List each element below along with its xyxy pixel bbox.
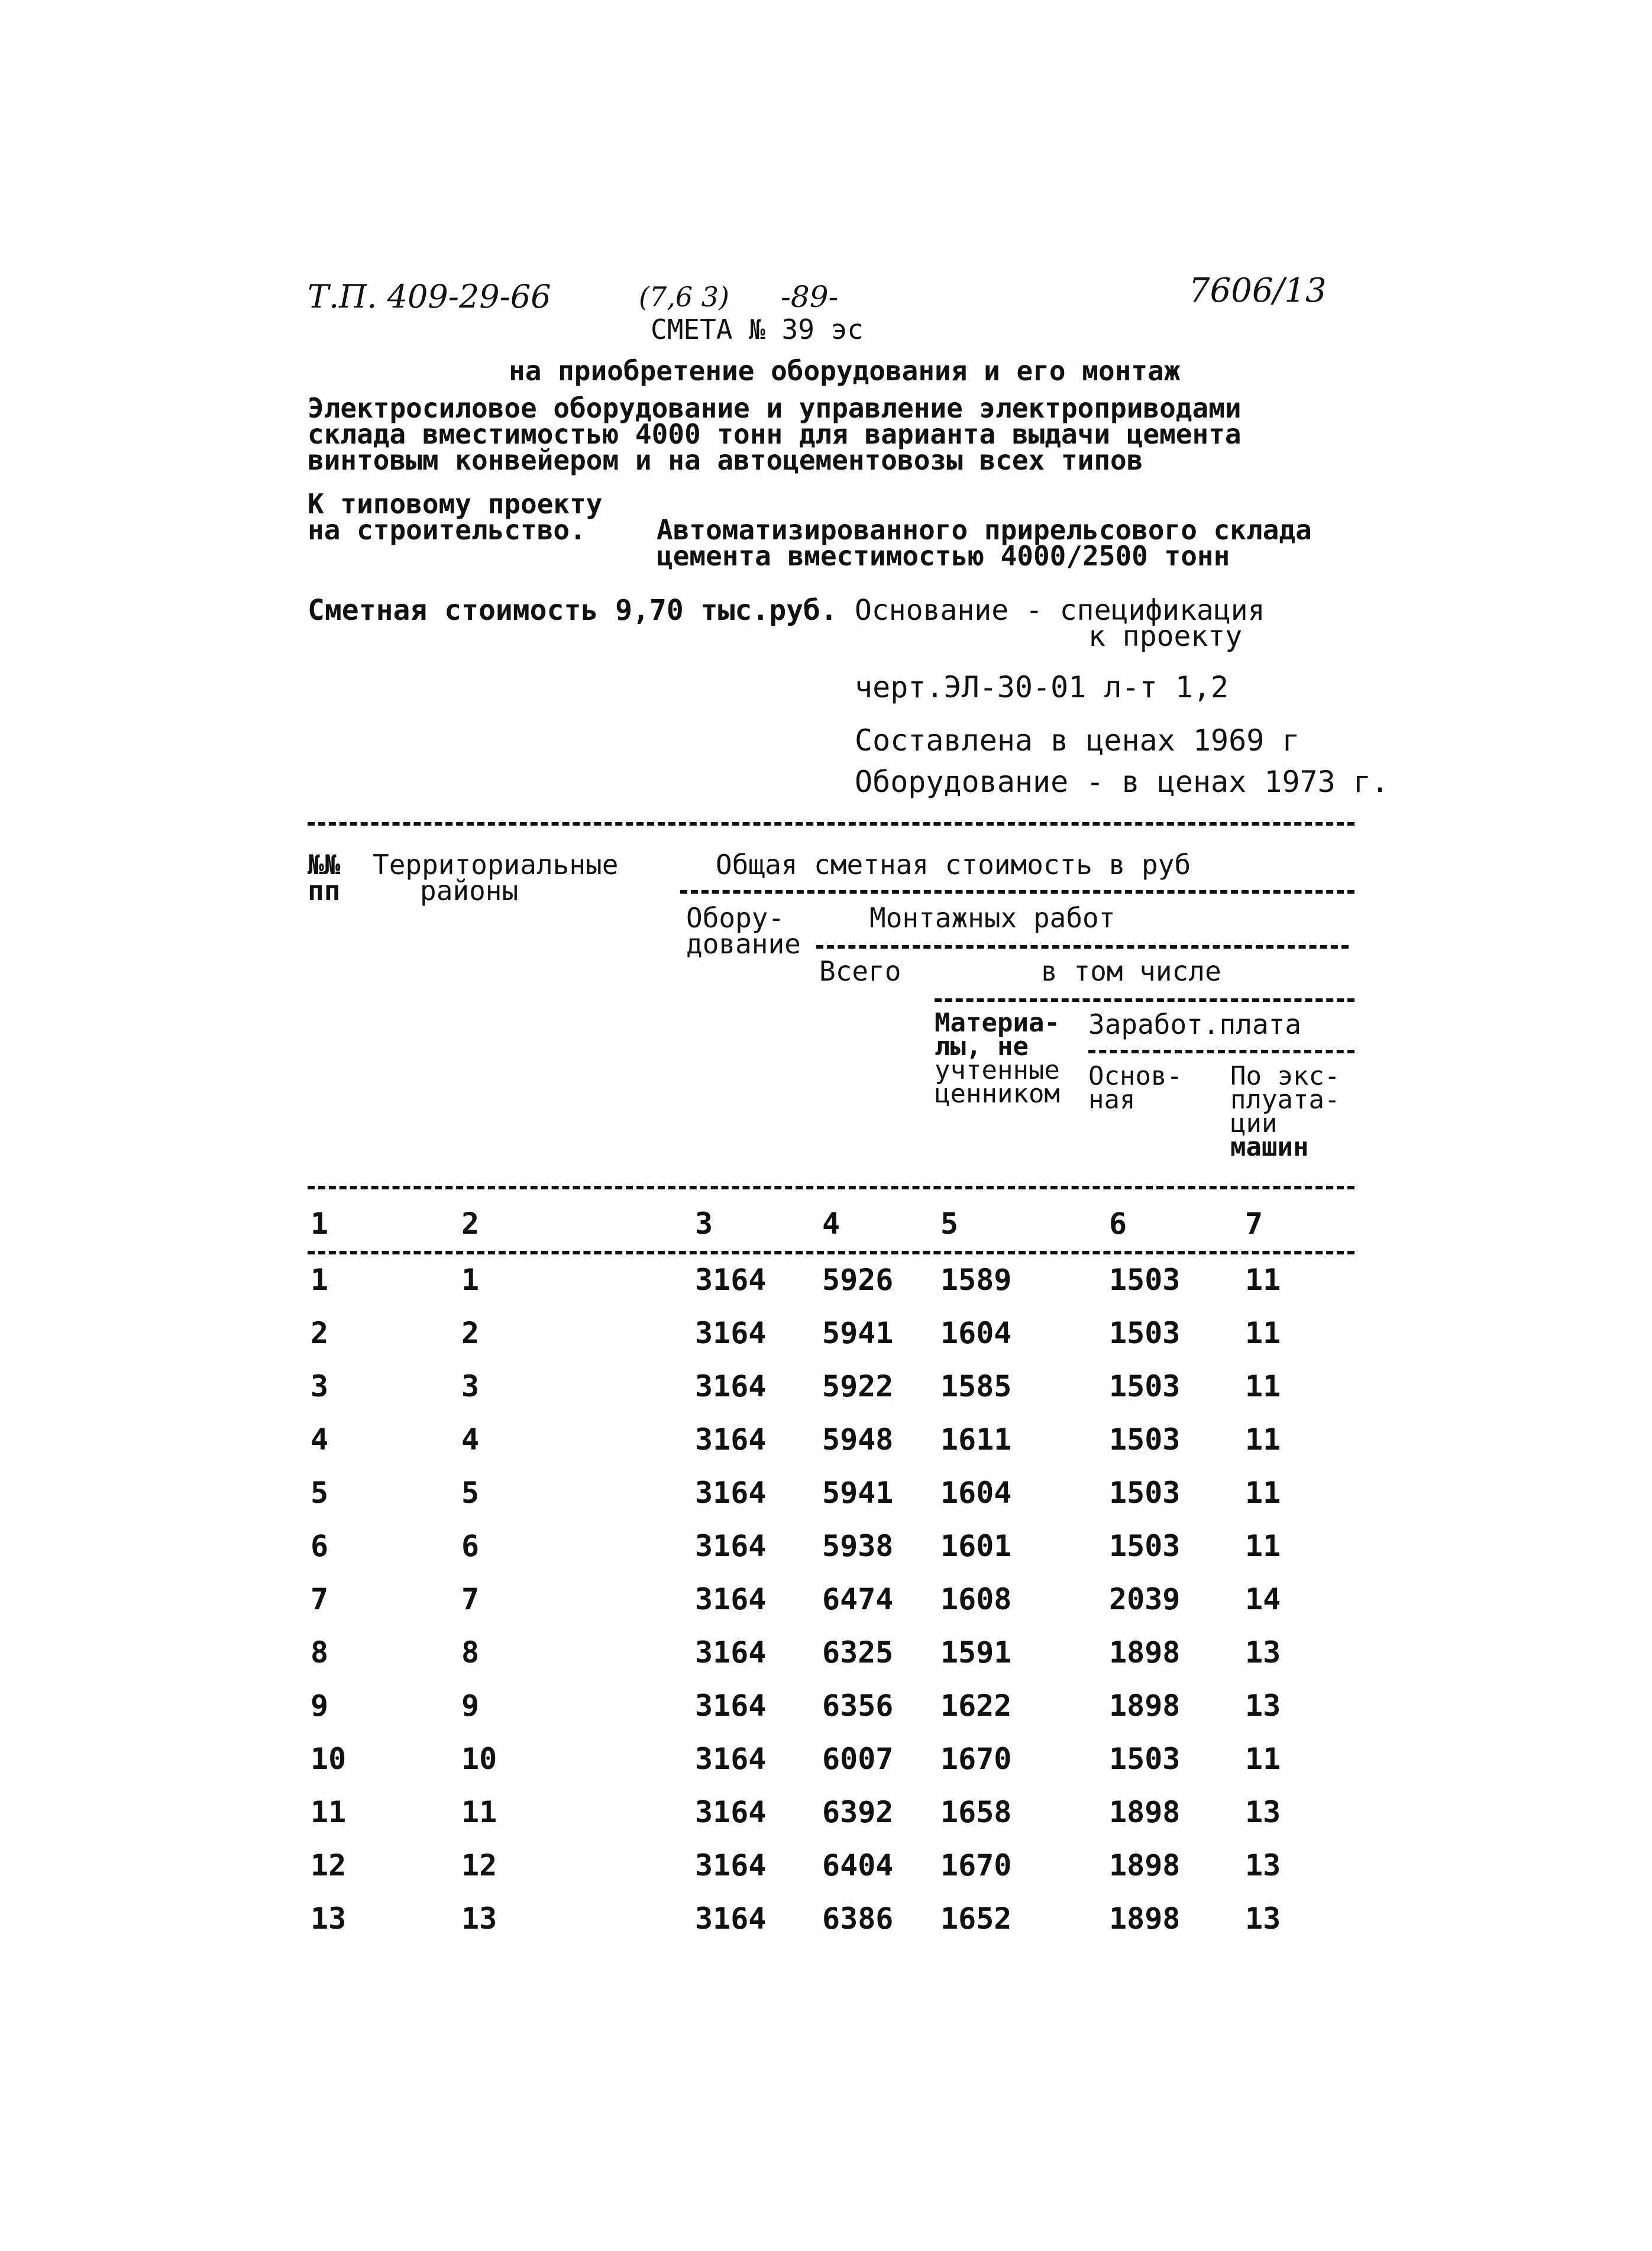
table-cell: 6356	[822, 1689, 894, 1723]
header-total: Общая сметная стоимость в руб	[716, 849, 1191, 881]
table-cell: 1	[311, 1263, 329, 1297]
table-cell: 5	[311, 1476, 329, 1510]
table-cell: 5	[461, 1476, 480, 1510]
table-cell: 4	[461, 1422, 480, 1457]
table-cell: 3164	[695, 1316, 767, 1350]
header-install: Монтажных работ	[869, 902, 1116, 934]
header-basic: Основ-	[1088, 1061, 1182, 1091]
rule	[935, 998, 1354, 1002]
table-cell: 1589	[940, 1263, 1012, 1297]
table-cell: 1604	[940, 1316, 1012, 1350]
column-number: 6	[1109, 1207, 1127, 1241]
table-cell: 8	[461, 1635, 480, 1670]
table-cell: 5922	[822, 1369, 894, 1403]
table-cell: 5926	[822, 1263, 894, 1297]
table-cell: 1503	[1109, 1316, 1181, 1350]
stamp: (7,6 3)	[639, 281, 729, 313]
description-line: склада вместимостью 4000 тонн для варианта выдачи цемента	[308, 418, 1242, 450]
table-cell: 11	[1245, 1529, 1281, 1563]
column-number: 1	[311, 1207, 329, 1241]
table-cell: 1503	[1109, 1369, 1181, 1403]
table-cell: 3164	[695, 1689, 767, 1723]
table-cell: 3164	[695, 1848, 767, 1883]
table-cell: 11	[1245, 1369, 1281, 1403]
table-cell: 3164	[695, 1529, 767, 1563]
table-cell: 13	[1245, 1689, 1281, 1723]
table-cell: 2039	[1109, 1582, 1181, 1616]
table-cell: 3164	[695, 1901, 767, 1936]
table-cell: 6007	[822, 1742, 894, 1776]
header-machines: машин	[1230, 1132, 1309, 1162]
drawing-reference: черт.ЭЛ-30-01 л-т 1,2	[855, 670, 1229, 704]
table-cell: 6	[461, 1529, 480, 1563]
table-cell: 1622	[940, 1689, 1012, 1723]
rule	[1088, 1050, 1354, 1053]
table-cell: 1898	[1109, 1795, 1181, 1829]
header-num: пп	[308, 875, 341, 907]
table-cell: 6474	[822, 1582, 894, 1616]
column-number: 4	[822, 1207, 840, 1241]
header-incl: в том числе	[1041, 955, 1221, 987]
rule	[680, 890, 1354, 894]
column-number: 5	[940, 1207, 959, 1241]
table-cell: 2	[311, 1316, 329, 1350]
rule	[308, 1251, 1354, 1254]
table-cell: 14	[1245, 1582, 1281, 1616]
header-equipment: дование	[686, 928, 801, 960]
table-cell: 13	[1245, 1848, 1281, 1883]
project-name: цемента вместимостью 4000/2500 тонн	[657, 540, 1230, 572]
equipment-prices-basis: Оборудование - в ценах 1973 г.	[855, 765, 1389, 799]
table-cell: 13	[461, 1901, 497, 1936]
table-cell: 1503	[1109, 1742, 1181, 1776]
header-region: Территориальные	[373, 849, 619, 881]
table-cell: 6386	[822, 1901, 894, 1936]
project-name: Автоматизированного прирельсового склада	[657, 514, 1312, 546]
table-cell: 11	[1245, 1316, 1281, 1350]
table-cell: 1503	[1109, 1263, 1181, 1297]
header-num: №№	[308, 849, 341, 881]
table-cell: 7	[311, 1582, 329, 1616]
table-cell: 12	[461, 1848, 497, 1883]
table-cell: 1898	[1109, 1901, 1181, 1936]
table-cell: 3164	[695, 1369, 767, 1403]
table-cell: 11	[1245, 1263, 1281, 1297]
estimated-cost: Сметная стоимость 9,70 тыс.руб.	[308, 594, 838, 627]
table-cell: 1670	[940, 1742, 1012, 1776]
table-cell: 13	[1245, 1901, 1281, 1936]
header-materials: лы, не	[935, 1031, 1029, 1062]
project-label: К типовому проекту	[308, 488, 603, 520]
table-cell: 11	[1245, 1742, 1281, 1776]
table-cell: 6392	[822, 1795, 894, 1829]
header-wages: Заработ.плата	[1088, 1008, 1302, 1040]
table-cell: 5941	[822, 1476, 894, 1510]
description-line: Электросиловое оборудование и управление электроприводами	[308, 392, 1242, 424]
rule	[816, 945, 1349, 949]
table-cell: 1503	[1109, 1529, 1181, 1563]
table-cell: 1503	[1109, 1476, 1181, 1510]
table-cell: 1898	[1109, 1848, 1181, 1883]
table-cell: 9	[311, 1689, 329, 1723]
table-cell: 3164	[695, 1263, 767, 1297]
column-number: 7	[1245, 1207, 1263, 1241]
table-cell: 3164	[695, 1742, 767, 1776]
header-machines: плуата-	[1230, 1085, 1340, 1115]
table-cell: 3	[461, 1369, 480, 1403]
page-number: -89-	[781, 280, 839, 314]
table-cell: 1	[461, 1263, 480, 1297]
project-label: на строительство.	[308, 514, 586, 546]
table-cell: 9	[461, 1689, 480, 1723]
table-cell: 8	[311, 1635, 329, 1670]
table-cell: 6	[311, 1529, 329, 1563]
rule	[308, 822, 1354, 826]
table-cell: 13	[1245, 1635, 1281, 1670]
header-materials: ценником	[935, 1079, 1060, 1109]
table-cell: 12	[311, 1848, 347, 1883]
page-title: СМЕТА № 39 эс	[651, 313, 864, 345]
table-cell: 1611	[940, 1422, 1012, 1457]
header-equipment: Обору-	[686, 902, 785, 934]
table-cell: 3164	[695, 1476, 767, 1510]
table-cell: 11	[311, 1795, 347, 1829]
header-region: районы	[420, 875, 519, 907]
table-cell: 1585	[940, 1369, 1012, 1403]
table-cell: 13	[311, 1901, 347, 1936]
prices-basis: Составлена в ценах 1969 г	[855, 723, 1300, 758]
basis: к проекту	[1088, 620, 1243, 653]
table-cell: 4	[311, 1422, 329, 1457]
table-cell: 1652	[940, 1901, 1012, 1936]
table-cell: 10	[311, 1742, 347, 1776]
table-cell: 1601	[940, 1529, 1012, 1563]
table-cell: 13	[1245, 1795, 1281, 1829]
table-cell: 1503	[1109, 1422, 1181, 1457]
table-cell: 5941	[822, 1316, 894, 1350]
page-subtitle: на приобретение оборудования и его монтаж	[509, 355, 1181, 387]
table-cell: 6404	[822, 1848, 894, 1883]
table-cell: 11	[1245, 1422, 1281, 1457]
table-cell: 7	[461, 1582, 480, 1616]
header-basic: ная	[1088, 1085, 1136, 1115]
table-cell: 1608	[940, 1582, 1012, 1616]
table-cell: 3164	[695, 1582, 767, 1616]
table-cell: 1604	[940, 1476, 1012, 1510]
table-cell: 10	[461, 1742, 497, 1776]
column-number: 3	[695, 1207, 713, 1241]
table-cell: 5938	[822, 1529, 894, 1563]
table-cell: 3	[311, 1369, 329, 1403]
table-cell: 1591	[940, 1635, 1012, 1670]
table-cell: 6325	[822, 1635, 894, 1670]
header-machines: По экс-	[1230, 1061, 1340, 1091]
basis: Основание - спецификация	[855, 594, 1265, 627]
doc-code: Т.П. 409-29-66	[308, 278, 551, 315]
table-cell: 1658	[940, 1795, 1012, 1829]
header-machines: ции	[1230, 1108, 1278, 1139]
table-cell: 1670	[940, 1848, 1012, 1883]
table-cell: 5948	[822, 1422, 894, 1457]
table-cell: 11	[1245, 1476, 1281, 1510]
header-materials: учтенные	[935, 1055, 1060, 1085]
table-cell: 2	[461, 1316, 480, 1350]
table-cell: 3164	[695, 1422, 767, 1457]
table-cell: 1898	[1109, 1689, 1181, 1723]
table-cell: 3164	[695, 1635, 767, 1670]
rule	[308, 1186, 1354, 1189]
description-line: винтовым конвейером и на автоцементовозы всех типов	[308, 444, 1143, 476]
table-cell: 3164	[695, 1795, 767, 1829]
table-cell: 11	[461, 1795, 497, 1829]
table-cell: 1898	[1109, 1635, 1181, 1670]
header-materials: Материа-	[935, 1008, 1060, 1038]
header-all: Всего	[819, 955, 901, 987]
inventory-number: 7606/13	[1189, 271, 1327, 310]
column-number: 2	[461, 1207, 480, 1241]
